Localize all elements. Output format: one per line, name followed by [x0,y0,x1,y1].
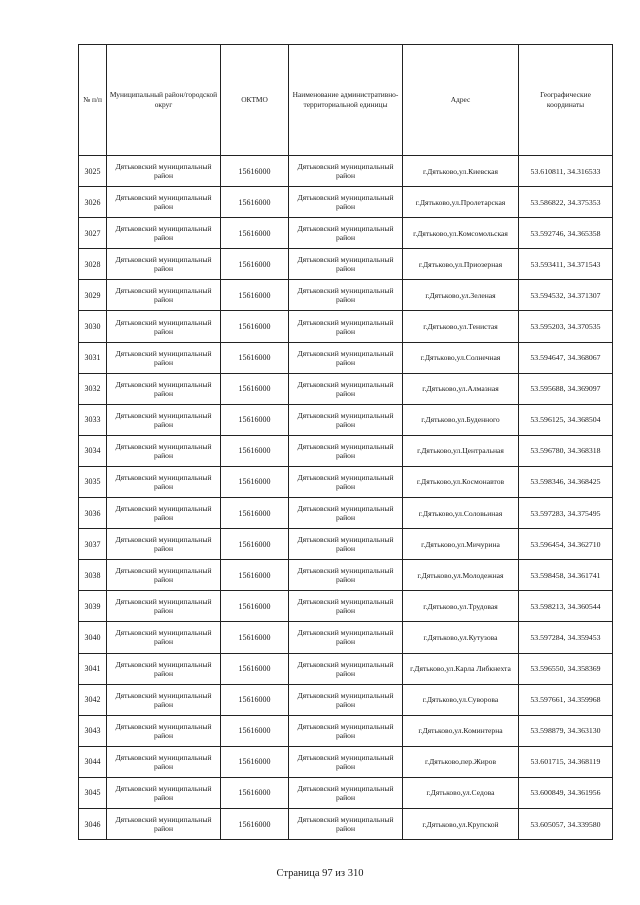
cell-num: 3026 [79,187,107,218]
table-row [79,218,613,249]
table-row [79,373,613,404]
cell-num: 3038 [79,560,107,591]
cell-oktmo: 15616000 [221,684,289,715]
cell-oktmo: 15616000 [221,373,289,404]
cell-coords: 53.596550, 34.358369 [519,653,613,684]
cell-coords: 53.597661, 34.359968 [519,684,613,715]
table-row [79,560,613,591]
cell-coords: 53.598213, 34.360544 [519,591,613,622]
cell-oktmo: 15616000 [221,653,289,684]
table-row [79,715,613,746]
table-row [79,684,613,715]
cell-coords: 53.598458, 34.361741 [519,560,613,591]
cell-address: г.Дятьково,ул.Трудовая [403,591,519,622]
cell-district: Дятьковский муниципальный район [107,311,221,342]
cell-oktmo: 15616000 [221,622,289,653]
table-row [79,435,613,466]
table-row [79,404,613,435]
cell-oktmo: 15616000 [221,435,289,466]
cell-oktmo: 15616000 [221,560,289,591]
cell-address: г.Дятьково,ул.Центральная [403,435,519,466]
cell-district: Дятьковский муниципальный район [107,808,221,839]
cell-unit: Дятьковский муниципальный район [289,560,403,591]
header-oktmo: ОКТМО [221,45,289,156]
cell-address: г.Дятьково,ул.Крупской [403,808,519,839]
table-row [79,187,613,218]
cell-oktmo: 15616000 [221,498,289,529]
cell-district: Дятьковский муниципальный район [107,560,221,591]
cell-district: Дятьковский муниципальный район [107,498,221,529]
cell-coords: 53.595203, 34.370535 [519,311,613,342]
cell-num: 3042 [79,684,107,715]
cell-address: г.Дятьково,ул.Приозерная [403,249,519,280]
cell-num: 3036 [79,498,107,529]
cell-unit: Дятьковский муниципальный район [289,249,403,280]
page-footer: Страница 97 из 310 [276,868,364,879]
cell-coords: 53.594532, 34.371307 [519,280,613,311]
cell-unit: Дятьковский муниципальный район [289,715,403,746]
table-row [79,622,613,653]
cell-district: Дятьковский муниципальный район [107,622,221,653]
table-row [79,249,613,280]
cell-oktmo: 15616000 [221,808,289,839]
cell-address: г.Дятьково,ул.Алмазная [403,373,519,404]
cell-unit: Дятьковский муниципальный район [289,156,403,187]
cell-unit: Дятьковский муниципальный район [289,498,403,529]
cell-num: 3025 [79,156,107,187]
cell-num: 3031 [79,342,107,373]
cell-unit: Дятьковский муниципальный район [289,373,403,404]
header-coords: Географические координаты [519,45,613,156]
cell-num: 3037 [79,529,107,560]
table-row [79,591,613,622]
cell-oktmo: 15616000 [221,404,289,435]
cell-oktmo: 15616000 [221,342,289,373]
cell-oktmo: 15616000 [221,249,289,280]
cell-coords: 53.596780, 34.368318 [519,435,613,466]
cell-address: г.Дятьково,ул.Молодежная [403,560,519,591]
registry-table [78,44,613,840]
cell-coords: 53.596125, 34.368504 [519,404,613,435]
cell-address: г.Дятьково,ул.Соловьиная [403,498,519,529]
cell-coords: 53.601715, 34.368119 [519,746,613,777]
cell-district: Дятьковский муниципальный район [107,218,221,249]
table-row [79,653,613,684]
cell-num: 3027 [79,218,107,249]
cell-coords: 53.592746, 34.365358 [519,218,613,249]
cell-unit: Дятьковский муниципальный район [289,653,403,684]
table-row [79,746,613,777]
table-row [79,466,613,497]
cell-address: г.Дятьково,ул.Пролетарская [403,187,519,218]
cell-num: 3045 [79,777,107,808]
cell-unit: Дятьковский муниципальный район [289,746,403,777]
cell-coords: 53.595688, 34.369097 [519,373,613,404]
cell-oktmo: 15616000 [221,187,289,218]
cell-coords: 53.597283, 34.375495 [519,498,613,529]
cell-unit: Дятьковский муниципальный район [289,466,403,497]
cell-oktmo: 15616000 [221,715,289,746]
cell-address: г.Дятьково,ул.Карла Либкнехта [403,653,519,684]
cell-address: г.Дятьково,ул.Суворова [403,684,519,715]
table-row [79,808,613,839]
cell-num: 3032 [79,373,107,404]
table-row [79,156,613,187]
cell-address: г.Дятьково,ул.Тенистая [403,311,519,342]
cell-district: Дятьковский муниципальный район [107,249,221,280]
cell-district: Дятьковский муниципальный район [107,435,221,466]
cell-district: Дятьковский муниципальный район [107,746,221,777]
cell-address: г.Дятьково,ул.Зеленая [403,280,519,311]
cell-coords: 53.598346, 34.368425 [519,466,613,497]
cell-num: 3046 [79,808,107,839]
cell-unit: Дятьковский муниципальный район [289,529,403,560]
table-row [79,311,613,342]
cell-address: г.Дятьково,ул.Кутузова [403,622,519,653]
cell-oktmo: 15616000 [221,591,289,622]
cell-unit: Дятьковский муниципальный район [289,591,403,622]
cell-district: Дятьковский муниципальный район [107,280,221,311]
cell-num: 3040 [79,622,107,653]
cell-district: Дятьковский муниципальный район [107,715,221,746]
cell-district: Дятьковский муниципальный район [107,404,221,435]
header-address: Адрес [403,45,519,156]
cell-unit: Дятьковский муниципальный район [289,218,403,249]
table-row [79,498,613,529]
cell-unit: Дятьковский муниципальный район [289,187,403,218]
cell-district: Дятьковский муниципальный район [107,373,221,404]
cell-unit: Дятьковский муниципальный район [289,342,403,373]
cell-oktmo: 15616000 [221,529,289,560]
cell-coords: 53.586822, 34.375353 [519,187,613,218]
cell-oktmo: 15616000 [221,466,289,497]
cell-coords: 53.594647, 34.368067 [519,342,613,373]
cell-oktmo: 15616000 [221,280,289,311]
table-row [79,280,613,311]
cell-coords: 53.605057, 34.339580 [519,808,613,839]
cell-num: 3039 [79,591,107,622]
cell-num: 3029 [79,280,107,311]
cell-unit: Дятьковский муниципальный район [289,808,403,839]
cell-unit: Дятьковский муниципальный район [289,622,403,653]
cell-num: 3028 [79,249,107,280]
cell-unit: Дятьковский муниципальный район [289,684,403,715]
cell-address: г.Дятьково,ул.Киевская [403,156,519,187]
cell-oktmo: 15616000 [221,777,289,808]
cell-address: г.Дятьково,ул.Коминтерна [403,715,519,746]
cell-coords: 53.610811, 34.316533 [519,156,613,187]
cell-district: Дятьковский муниципальный район [107,156,221,187]
cell-num: 3033 [79,404,107,435]
cell-unit: Дятьковский муниципальный район [289,404,403,435]
table-row [79,342,613,373]
cell-district: Дятьковский муниципальный район [107,529,221,560]
table-body [79,156,613,840]
cell-num: 3043 [79,715,107,746]
cell-address: г.Дятьково,ул.Буденного [403,404,519,435]
cell-address: г.Дятьково,ул.Солнечная [403,342,519,373]
cell-coords: 53.598879, 34.363130 [519,715,613,746]
cell-oktmo: 15616000 [221,311,289,342]
header-row [79,45,613,156]
cell-unit: Дятьковский муниципальный район [289,280,403,311]
cell-district: Дятьковский муниципальный район [107,684,221,715]
cell-unit: Дятьковский муниципальный район [289,777,403,808]
header-num: № п/п [79,45,107,156]
cell-coords: 53.593411, 34.371543 [519,249,613,280]
cell-address: г.Дятьково,пер.Жиров [403,746,519,777]
cell-district: Дятьковский муниципальный район [107,591,221,622]
cell-coords: 53.596454, 34.362710 [519,529,613,560]
cell-oktmo: 15616000 [221,218,289,249]
table-header [79,45,613,156]
cell-address: г.Дятьково,ул.Седова [403,777,519,808]
cell-address: г.Дятьково,ул.Мичурина [403,529,519,560]
cell-num: 3041 [79,653,107,684]
cell-oktmo: 15616000 [221,156,289,187]
cell-num: 3035 [79,466,107,497]
cell-num: 3044 [79,746,107,777]
header-unit: Наименование административно-территориальной единицы [289,45,403,156]
cell-district: Дятьковский муниципальный район [107,653,221,684]
cell-district: Дятьковский муниципальный район [107,777,221,808]
cell-unit: Дятьковский муниципальный район [289,311,403,342]
table-row [79,529,613,560]
cell-address: г.Дятьково,ул.Комсомольская [403,218,519,249]
cell-district: Дятьковский муниципальный район [107,466,221,497]
cell-num: 3030 [79,311,107,342]
table-row [79,777,613,808]
cell-coords: 53.597284, 34.359453 [519,622,613,653]
cell-address: г.Дятьково,ул.Космонавтов [403,466,519,497]
cell-unit: Дятьковский муниципальный район [289,435,403,466]
cell-num: 3034 [79,435,107,466]
cell-district: Дятьковский муниципальный район [107,187,221,218]
cell-district: Дятьковский муниципальный район [107,342,221,373]
cell-oktmo: 15616000 [221,746,289,777]
cell-coords: 53.600849, 34.361956 [519,777,613,808]
header-district: Муниципальный район/городской округ [107,45,221,156]
